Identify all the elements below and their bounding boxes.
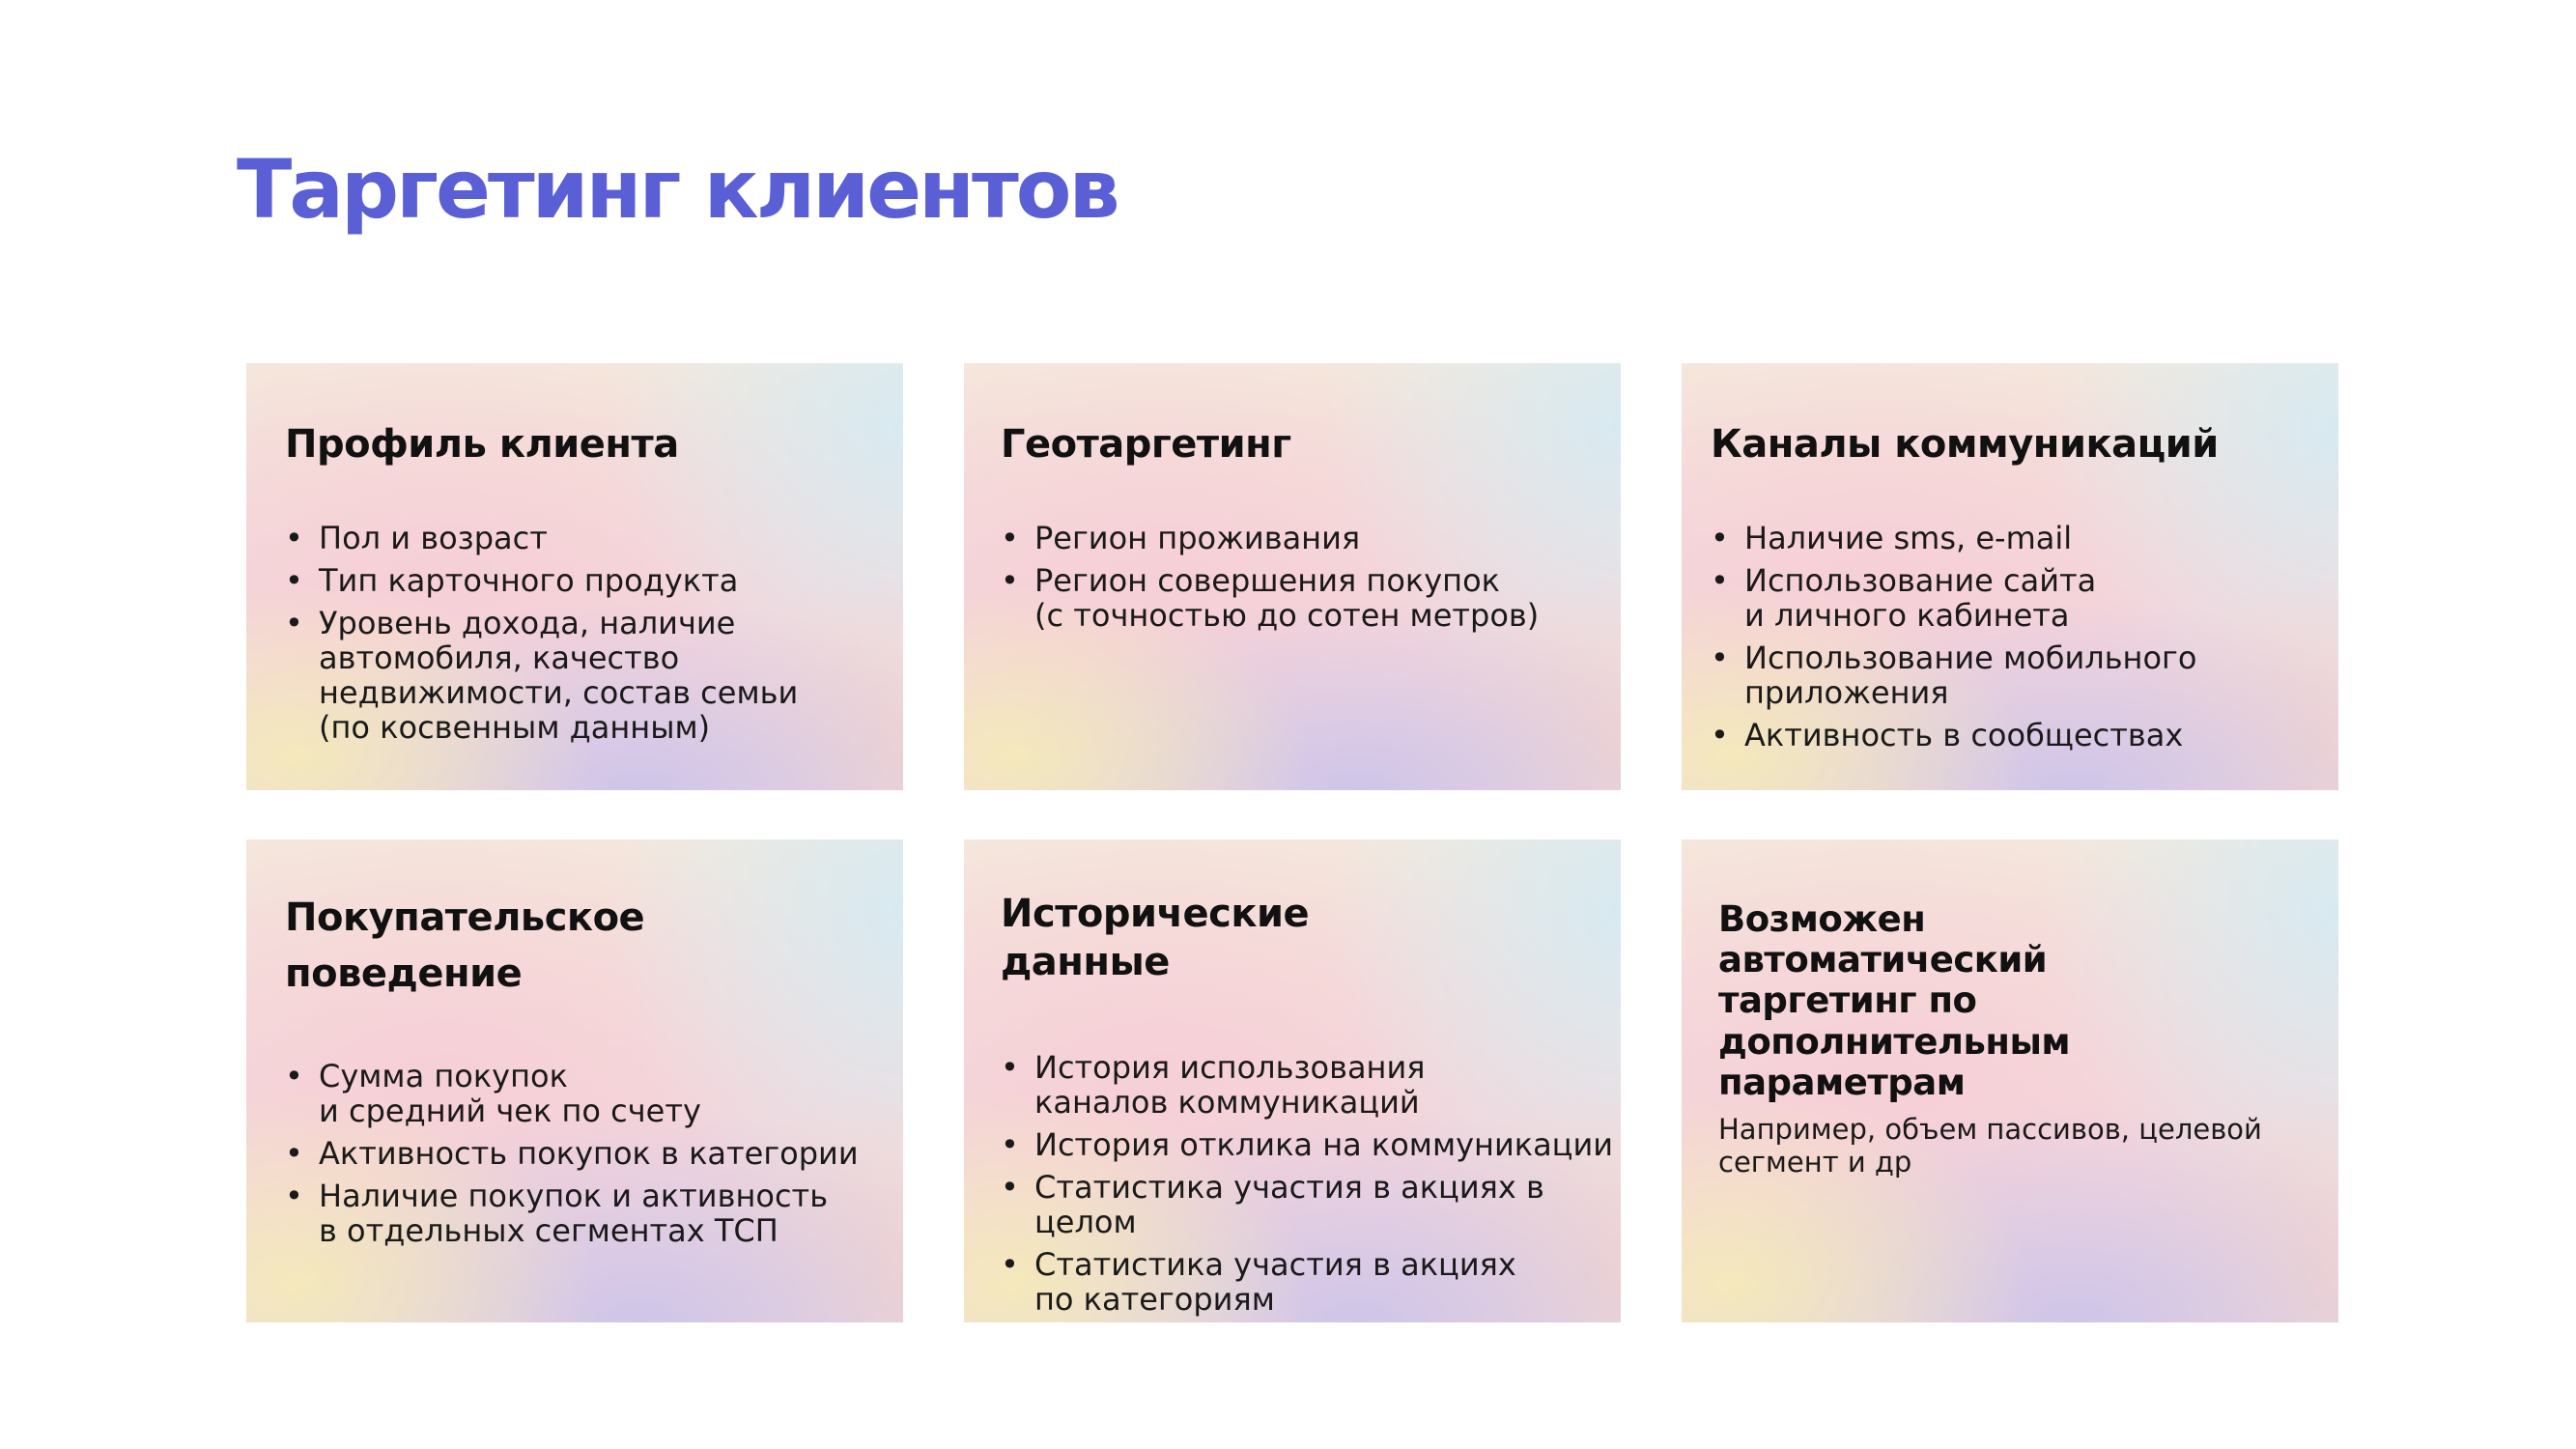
card-title: Покупательское поведение xyxy=(285,895,645,996)
list-item: • Наличие покупок и активность в отдельных сегментах ТСП xyxy=(285,1179,893,1248)
card-title: Исторические данные xyxy=(1001,892,1310,984)
list-item: • Уровень дохода, наличие автомобиля, качество недвижимости, состав семьи (по косвенным данным) xyxy=(285,606,884,745)
list-item: • Регион проживания xyxy=(1001,521,1609,555)
bullet-list xyxy=(285,1059,893,1256)
list-item: • Наличие sms, e-mail xyxy=(1711,521,2329,555)
list-item: • Регион совершения покупок (с точностью до сотен метров) xyxy=(1001,563,1609,633)
list-item: • Активность покупок в категории xyxy=(285,1136,893,1171)
list-item: • Сумма покупок и средний чек по счету xyxy=(285,1059,893,1128)
card-communication-channels xyxy=(1682,363,2338,790)
card-title: Каналы коммуникаций xyxy=(1711,422,2219,467)
card-note: Например, объем пассивов, целевой сегмент и др xyxy=(1718,1113,2262,1179)
bullet-list xyxy=(1711,521,2329,760)
card-title: Возможен автоматический таргетинг по дополнительным параметрам xyxy=(1718,898,2071,1103)
list-item: • История использования каналов коммуникаций xyxy=(1001,1050,1619,1120)
card-purchase-behavior xyxy=(246,839,903,1322)
list-item: • Пол и возраст xyxy=(285,521,884,555)
card-auto-targeting xyxy=(1682,839,2338,1322)
card-title: Геотаргетинг xyxy=(1001,422,1291,467)
list-item: • Тип карточного продукта xyxy=(285,563,884,598)
list-item: • Использование мобильного приложения xyxy=(1711,640,2329,710)
list-item: • Использование сайта и личного кабинета xyxy=(1711,563,2329,633)
list-item: • История отклика на коммуникации xyxy=(1001,1127,1619,1162)
slide-title: Таргетинг клиентов xyxy=(237,142,1118,237)
card-geotargeting xyxy=(964,363,1621,790)
card-title: Профиль клиента xyxy=(285,422,679,467)
card-client-profile xyxy=(246,363,903,790)
card-historical-data xyxy=(964,839,1621,1322)
bullet-list xyxy=(1001,1050,1619,1322)
list-item: • Статистика участия в акциях в целом xyxy=(1001,1170,1619,1239)
list-item: • Статистика участия в акциях по категориям xyxy=(1001,1247,1619,1317)
bullet-list xyxy=(285,521,884,753)
list-item: • Активность в сообществах xyxy=(1711,718,2329,753)
bullet-list xyxy=(1001,521,1609,640)
